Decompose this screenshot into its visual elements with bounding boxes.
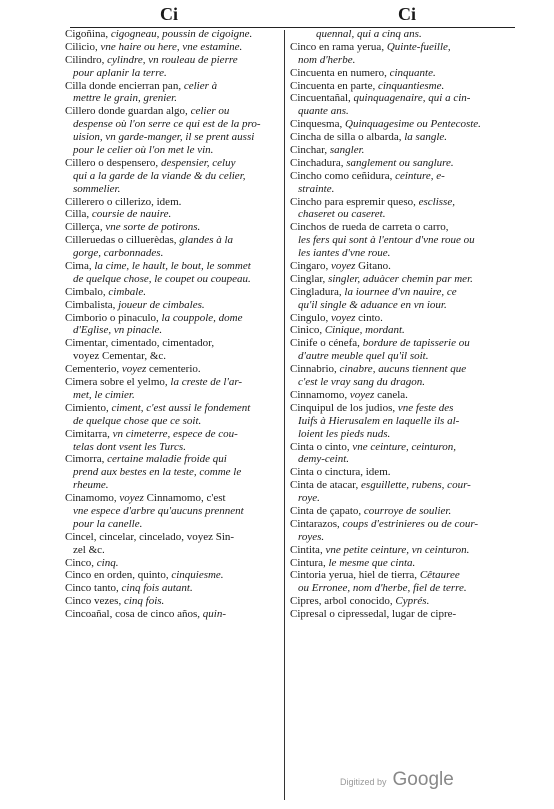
spanish-text: Cintarazos,	[290, 517, 343, 530]
spanish-text: Cinchadura,	[290, 156, 347, 169]
french-text: voyez	[349, 388, 375, 401]
french-text: la sangle.	[404, 131, 448, 144]
spanish-text: Cimitarra,	[65, 427, 113, 440]
entry-line	[290, 286, 512, 299]
entry-line	[65, 415, 281, 428]
french-text: esguillette, rubens, cour-	[361, 479, 471, 492]
entry-line	[65, 582, 281, 595]
spanish-text: Cintoria yerua, hiel de tierra,	[290, 569, 420, 582]
french-text: la cime, le hault, le bout, le sommet	[94, 260, 251, 273]
spanish-text: Cinco en orden, quinto,	[65, 569, 172, 582]
entry-line	[65, 131, 281, 144]
entry-line	[65, 350, 281, 363]
french-text: uision, vn garde-manger, il se prent aussi	[73, 131, 255, 144]
french-text: vne petite ceinture, vn ceinturon.	[325, 543, 470, 556]
entry-line	[290, 453, 512, 466]
entry-line	[290, 608, 512, 621]
french-text: pour le celier où l'on met le vin.	[73, 144, 214, 157]
french-text: le mesme que cinta.	[328, 556, 416, 569]
spanish-text: Cinnamomo,	[290, 388, 350, 401]
french-text: Cinique, mordant.	[324, 324, 405, 337]
french-text: pour la canelle.	[73, 517, 143, 530]
entry-line	[65, 441, 281, 454]
cross-reference: canela.	[377, 388, 408, 401]
entry-line	[290, 144, 512, 157]
entry-line	[65, 363, 281, 376]
entry-line	[290, 312, 512, 325]
entry-line	[65, 312, 281, 325]
cross-reference: cinto.	[358, 311, 383, 324]
entry-line	[290, 41, 512, 54]
french-text: qui a la garde de la viande & du celier,	[73, 169, 246, 182]
french-text: voyez	[121, 363, 147, 376]
entry-line	[290, 299, 512, 312]
french-text: mettre le grain, grenier.	[73, 92, 177, 105]
entry-line	[290, 196, 512, 209]
entry-line	[65, 118, 281, 131]
google-logo: Google	[392, 769, 454, 790]
entry-line	[65, 170, 281, 183]
french-text: rheume.	[73, 479, 109, 492]
spanish-text: Cinamomo,	[65, 492, 120, 505]
entry-line	[65, 183, 281, 196]
french-text: certaine maladie froide qui	[107, 453, 227, 466]
spanish-text: Cillero donde guardan algo,	[65, 105, 191, 118]
entry-line	[290, 557, 512, 570]
french-text: vne haire ou here, vne estamine.	[100, 40, 243, 53]
entry-line	[65, 273, 281, 286]
spanish-text: Cincho para espremir queso,	[290, 195, 419, 208]
spanish-text: Cementerio,	[65, 363, 122, 376]
entry-line	[290, 208, 512, 221]
french-text: cinq.	[96, 556, 119, 569]
entry-line	[65, 466, 281, 479]
spanish-text: Cigoñina,	[65, 28, 111, 40]
entry-line	[65, 221, 281, 234]
spanish-text: Cincuenta en numero,	[290, 66, 390, 79]
entry-line	[65, 569, 281, 582]
french-text: royes.	[298, 530, 325, 543]
spanish-text: Cinco en rama yerua,	[290, 40, 387, 53]
entry-line	[290, 415, 512, 428]
entry-line	[290, 324, 512, 337]
entry-line	[290, 569, 512, 582]
entry-line	[290, 595, 512, 608]
french-text: esclisse,	[418, 195, 455, 208]
french-text: prend aux bestes en la teste, comme le	[73, 466, 242, 479]
entry-line	[290, 247, 512, 260]
spanish-text: Cimorra,	[65, 453, 108, 466]
entry-line	[290, 105, 512, 118]
spanish-text: Cingaro,	[290, 260, 331, 273]
entry-line	[65, 286, 281, 299]
cross-reference: cementerio.	[149, 363, 201, 376]
entry-line	[65, 389, 281, 402]
entry-line	[290, 92, 512, 105]
french-text: les fers qui sont à l'entour d'vne roue ou	[298, 234, 475, 247]
french-text: cigogneau, poussin de cigoigne.	[110, 28, 253, 40]
french-text: quinquagenaire, qui a cin-	[353, 92, 471, 105]
french-text: de quelque chose que ce soit.	[73, 414, 202, 427]
spanish-text: Cinife o cénefa,	[290, 337, 363, 350]
french-text: cinq fois autant.	[121, 582, 193, 595]
french-text: la iournee d'vn nauire, ce	[344, 285, 457, 298]
entry-line	[65, 479, 281, 492]
french-text: Iuifs à Hierusalem en laquelle ils al-	[298, 414, 460, 427]
french-text: cinquantiesme.	[377, 79, 445, 92]
french-text: despense où l'on serre ce qui est de la pro-	[73, 118, 261, 131]
cross-reference: Cinnamomo, c'est	[146, 492, 226, 505]
french-text: cylindre, vn rouleau de pierre	[107, 53, 238, 66]
entry-line	[65, 54, 281, 67]
entry-line	[290, 260, 512, 273]
spanish-text: Cinta de çapato,	[290, 504, 364, 517]
spanish-text: Cipresal o cipressedal, lugar de cipre-	[290, 608, 457, 621]
entry-line	[290, 479, 512, 492]
entry-line	[290, 234, 512, 247]
spanish-text: Cinchar,	[290, 144, 330, 157]
french-text: coups d'estrinieres ou de cour-	[342, 517, 479, 530]
spanish-text: Cincuentañal,	[290, 92, 354, 105]
spanish-text: Cintita,	[290, 543, 326, 556]
french-text: quante ans.	[298, 105, 349, 118]
entry-line	[290, 531, 512, 544]
spanish-text: Cincel, cincelar, cincelado, voyez Sin-	[65, 530, 235, 543]
entry-line	[290, 376, 512, 389]
french-text: despensier, celuy	[160, 156, 236, 169]
spanish-text: Cillerero o cillerizo, idem.	[65, 195, 182, 208]
french-text: pour aplanir la terre.	[73, 66, 167, 79]
entry-line	[65, 260, 281, 273]
french-text: sommelier.	[73, 182, 121, 195]
spanish-text: Cimiento,	[65, 401, 112, 414]
digitized-label: Digitized by	[340, 777, 387, 787]
entry-line	[290, 389, 512, 402]
entry-line	[290, 67, 512, 80]
french-text: Cyprés.	[395, 595, 430, 608]
entry-line	[290, 492, 512, 505]
spanish-text: Cimbalista,	[65, 298, 119, 311]
spanish-text: Cilleruedas o cilluerèdas,	[65, 234, 180, 247]
french-text: Quinte-fueille,	[386, 40, 451, 53]
french-text: voyez	[330, 311, 356, 324]
entry-line	[290, 337, 512, 350]
entry-line	[290, 466, 512, 479]
entry-line	[65, 41, 281, 54]
spanish-text: Cilicio,	[65, 40, 101, 53]
entry-line	[290, 363, 512, 376]
entry-line	[65, 337, 281, 350]
entry-line	[290, 441, 512, 454]
entry-line	[290, 544, 512, 557]
french-text: cinabre, aucuns tiennent que	[339, 363, 467, 376]
spanish-text: Cingulo,	[290, 311, 331, 324]
spanish-text: Cinco tanto,	[65, 582, 122, 595]
entry-line	[65, 28, 281, 41]
french-text: strainte.	[298, 182, 335, 195]
entry-line	[290, 221, 512, 234]
digitized-footer	[340, 769, 454, 791]
french-text: demy-ceint.	[298, 453, 349, 466]
spanish-text: Cinta o cinto,	[290, 440, 353, 453]
entry-line	[65, 505, 281, 518]
spanish-text: Cima,	[65, 260, 95, 273]
french-text: cimbale.	[108, 285, 146, 298]
entry-line	[65, 157, 281, 170]
french-text: Quinquagesime ou Pentecoste.	[345, 118, 481, 131]
spanish-text: Cincha de silla o albarda,	[290, 131, 405, 144]
french-text: quennal, qui a cinq ans.	[316, 28, 422, 40]
french-text: quin-	[202, 608, 226, 621]
entry-line	[65, 324, 281, 337]
entry-line	[290, 183, 512, 196]
french-text: loient les pieds nuds.	[298, 427, 391, 440]
french-text: cinquiesme.	[171, 569, 224, 582]
spanish-text: voyez Cementar, &c.	[73, 350, 167, 363]
entry-line	[290, 402, 512, 415]
french-text: c'est le vray sang du dragon.	[298, 376, 425, 389]
french-text: voyez	[119, 492, 144, 505]
entry-line	[290, 170, 512, 183]
french-text: cinquante.	[389, 66, 436, 79]
french-text: ceinture, e-	[395, 169, 445, 182]
entry-line	[65, 234, 281, 247]
entry-line	[65, 92, 281, 105]
french-text: de quelque chose, le coupet ou coupeau.	[73, 272, 251, 285]
spanish-text: Cimborio o pinaculo,	[65, 311, 162, 324]
entry-line	[290, 28, 512, 41]
french-text: Cêtauree	[419, 569, 460, 582]
spanish-text: Cillerça,	[65, 221, 106, 234]
french-text: les iantes d'vne roue.	[298, 247, 391, 260]
entry-line	[290, 54, 512, 67]
entry-line	[65, 608, 281, 621]
entry-line	[65, 453, 281, 466]
french-text: met, le cimier.	[73, 388, 135, 401]
french-text: vne espece d'arbre qu'aucuns prennent	[73, 504, 244, 517]
spanish-text: Cinquesma,	[290, 118, 345, 131]
entry-line	[65, 105, 281, 118]
entry-line	[65, 428, 281, 441]
french-text: sanglement ou sanglure.	[346, 156, 454, 169]
french-text: coursie de nauire.	[91, 208, 172, 221]
spanish-text: Cinico,	[290, 324, 325, 337]
spanish-text: Cincho como ceñidura,	[290, 169, 396, 182]
french-text: la creste de l'ar-	[170, 376, 243, 389]
french-text: gorge, carbonnades.	[73, 247, 164, 260]
entry-line	[65, 80, 281, 93]
spanish-text: Cinglar,	[290, 272, 329, 285]
entry-line	[65, 376, 281, 389]
french-text: ou Erronee, nom d'herbe, fiel de terre.	[298, 582, 467, 595]
french-text: voyez	[330, 260, 356, 273]
spanish-text: Cilindro,	[65, 53, 108, 66]
french-text: ciment, c'est aussi le fondement	[111, 401, 251, 414]
page-header-left: Ci	[160, 4, 178, 24]
spanish-text: Cintura,	[290, 556, 329, 569]
french-text: la couppole, dome	[161, 311, 243, 324]
spanish-text: Cingladura,	[290, 285, 345, 298]
french-text: cinq fois.	[123, 595, 165, 608]
spanish-text: Cilla donde encierran pan,	[65, 79, 184, 92]
french-text: vn cimeterre, espece de cou-	[112, 427, 238, 440]
entry-line	[65, 544, 281, 557]
french-text: singler, aduàcer chemin par mer.	[328, 272, 473, 285]
entry-line	[65, 196, 281, 209]
spanish-text: Cinnabrio,	[290, 363, 340, 376]
entry-line	[65, 402, 281, 415]
spanish-text: Cinco vezes,	[65, 595, 124, 608]
spanish-text: Cinco,	[65, 556, 97, 569]
cross-reference: Gitano.	[358, 260, 391, 273]
entry-line	[65, 299, 281, 312]
french-text: roye.	[298, 492, 320, 505]
page-header-right: Ci	[398, 4, 416, 24]
spanish-text: Cinta o cinctura, idem.	[290, 466, 391, 479]
spanish-text: Cimentar, cimentado, cimentador,	[65, 337, 215, 350]
entry-line	[65, 208, 281, 221]
entry-line	[290, 505, 512, 518]
entry-line	[290, 428, 512, 441]
entry-line	[65, 144, 281, 157]
french-text: vne sorte de potirons.	[105, 221, 201, 234]
column-divider	[284, 30, 285, 800]
french-text: joueur de cimbales.	[118, 298, 205, 311]
entry-line	[290, 131, 512, 144]
french-text: glandes à la	[179, 234, 234, 247]
spanish-text: Cinchos de rueda de carreta o carro,	[290, 221, 449, 234]
entry-line	[290, 157, 512, 170]
french-text: d'autre meuble quel qu'il soit.	[298, 350, 429, 363]
spanish-text: Cimera sobre el yelmo,	[65, 376, 171, 389]
spanish-text: Cinquipul de los judios,	[290, 401, 398, 414]
french-text: qu'il single & aduance en vn iour.	[298, 298, 447, 311]
spanish-text: Cinta de atacar,	[290, 479, 362, 492]
left-column	[65, 28, 281, 621]
spanish-text: Cincuenta en parte,	[290, 79, 378, 92]
entry-line	[290, 80, 512, 93]
spanish-text: Cimbalo,	[65, 285, 109, 298]
entry-line	[65, 247, 281, 260]
french-text: chaseret ou caseret.	[298, 208, 386, 221]
french-text: nom d'herbe.	[298, 53, 356, 66]
entry-line	[290, 273, 512, 286]
entry-line	[65, 595, 281, 608]
french-text: vne ceinture, ceinturon,	[352, 440, 456, 453]
french-text: celier ou	[190, 105, 230, 118]
entry-line	[290, 118, 512, 131]
entry-line	[65, 531, 281, 544]
entry-line	[290, 582, 512, 595]
entry-line	[290, 350, 512, 363]
entry-line	[65, 557, 281, 570]
spanish-text: Cincoañal, cosa de cinco años,	[65, 608, 203, 621]
spanish-text: Cilla,	[65, 208, 92, 221]
french-text: vne feste des	[397, 401, 454, 414]
french-text: bordure de tapisserie ou	[362, 337, 470, 350]
entry-line	[290, 518, 512, 531]
spanish-text: zel &c.	[73, 543, 105, 556]
spanish-text: Cipres, arbol conocido,	[290, 595, 396, 608]
spanish-text: Cillero o despensero,	[65, 156, 161, 169]
entry-line	[65, 67, 281, 80]
french-text: celier à	[183, 79, 218, 92]
french-text: sangler.	[329, 144, 365, 157]
entry-line	[65, 492, 281, 505]
right-column	[290, 28, 512, 621]
french-text: telas dont vsent les Turcs.	[73, 440, 186, 453]
french-text: d'Eglise, vn pinacle.	[73, 324, 163, 337]
entry-line	[65, 518, 281, 531]
french-text: courroye de soulier.	[363, 504, 452, 517]
